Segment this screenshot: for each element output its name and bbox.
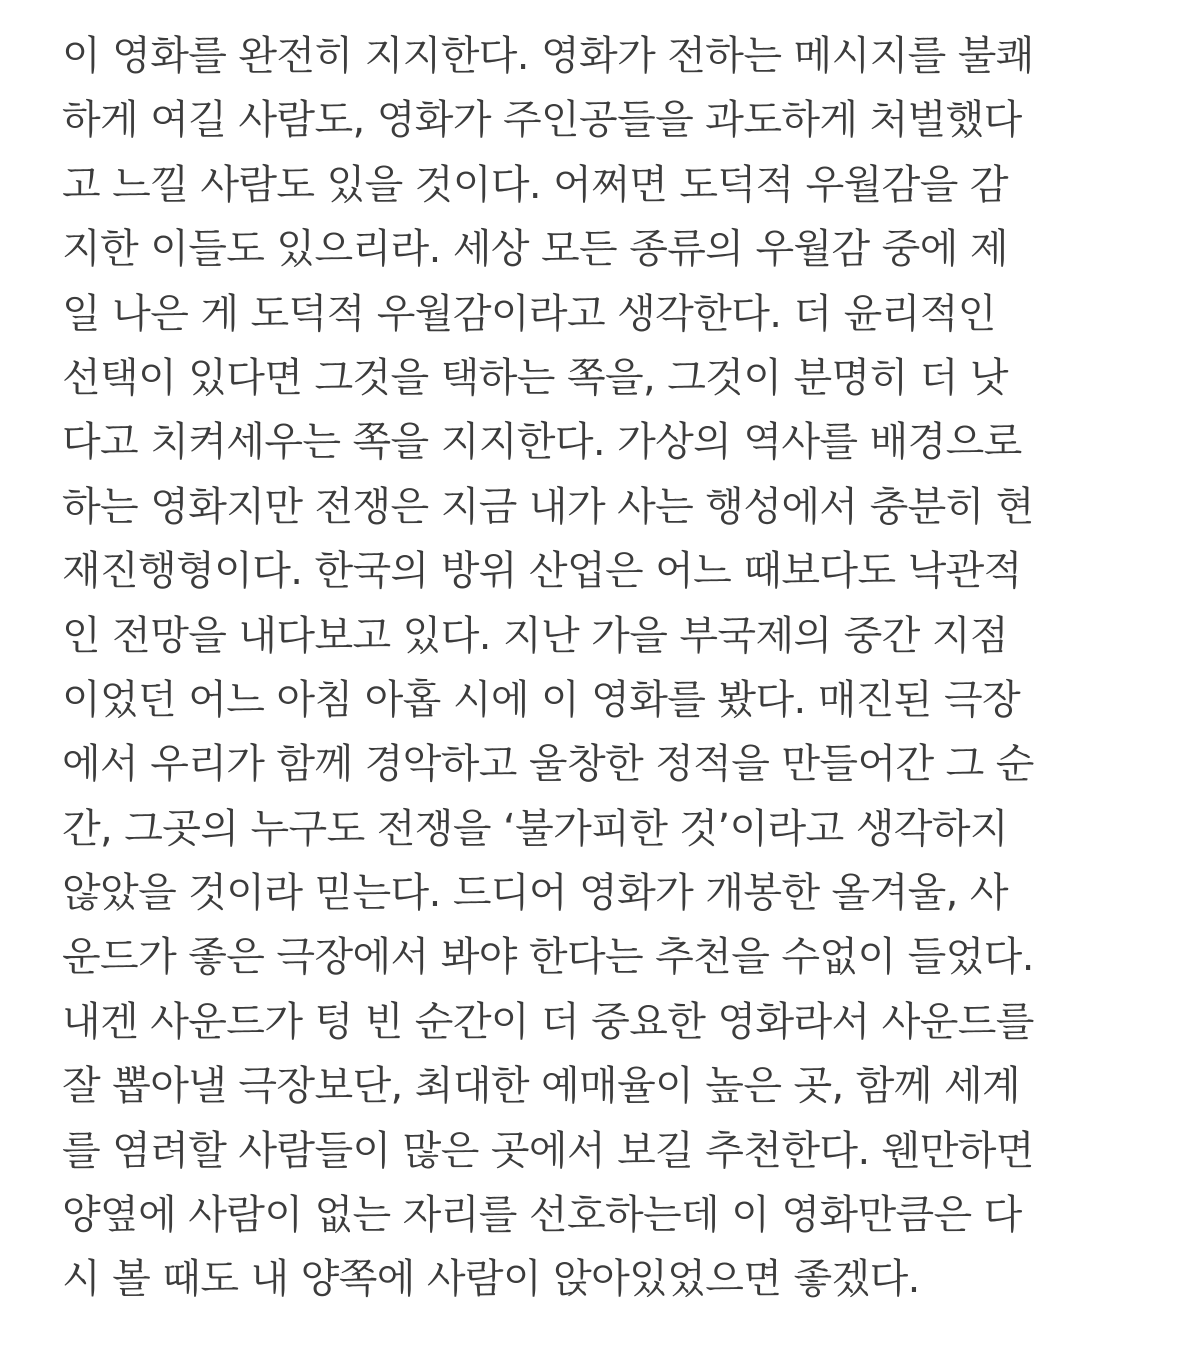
text-line: 를 염려할 사람들이 많은 곳에서 보길 추천한다. 웬만하면 <box>62 1127 1034 1174</box>
text-line: 지한 이들도 있으리라. 세상 모든 종류의 우월감 중에 제 <box>62 226 1008 273</box>
text-line: 일 나은 게 도덕적 우월감이라고 생각한다. 더 윤리적인 <box>62 290 996 337</box>
text-line: 이 영화를 완전히 지지한다. 영화가 전하는 메시지를 불쾌 <box>62 33 1034 79</box>
text-line: 이었던 어느 아침 아홉 시에 이 영화를 봤다. 매진된 극장 <box>62 676 1021 723</box>
text-line: 운드가 좋은 극장에서 봐야 한다는 추천을 수없이 들었다. <box>62 934 1034 981</box>
text-line: 간, 그곳의 누구도 전쟁을 ‘불가피한 것’이라고 생각하지 <box>62 805 1008 852</box>
text-line: 하게 여길 사람도, 영화가 주인공들을 과도하게 처벌했다 <box>62 97 1022 144</box>
text-line: 내겐 사운드가 텅 빈 순간이 더 중요한 영화라서 사운드를 <box>62 998 1034 1045</box>
text-line: 양옆에 사람이 없는 자리를 선호하는데 이 영화만큼은 다 <box>62 1192 1022 1239</box>
text-line: 고 느낄 사람도 있을 것이다. 어쩌면 도덕적 우월감을 감 <box>62 161 1008 208</box>
text-line: 잘 뽑아낼 극장보단, 최대한 예매율이 높은 곳, 함께 세계 <box>62 1063 1021 1110</box>
text-line: 에서 우리가 함께 경악하고 울창한 정적을 만들어간 그 순 <box>62 741 1034 788</box>
text-line: 시 볼 때도 내 양쪽에 사람이 앉아있었으면 좋겠다. <box>62 1256 920 1303</box>
text-line: 하는 영화지만 전쟁은 지금 내가 사는 행성에서 충분히 현 <box>62 483 1034 530</box>
text-line: 않았을 것이라 믿는다. 드디어 영화가 개봉한 올겨울, 사 <box>62 870 1008 917</box>
text-line: 인 전망을 내다보고 있다. 지난 가을 부국제의 중간 지점 <box>62 612 1008 659</box>
article-text <box>62 24 1142 1312</box>
text-line: 재진행형이다. 한국의 방위 산업은 어느 때보다도 낙관적 <box>62 548 1022 595</box>
text-line: 선택이 있다면 그것을 택하는 쪽을, 그것이 분명히 더 낫 <box>62 354 1008 401</box>
text-line: 다고 치켜세우는 쪽을 지지한다. 가상의 역사를 배경으로 <box>62 419 1022 466</box>
